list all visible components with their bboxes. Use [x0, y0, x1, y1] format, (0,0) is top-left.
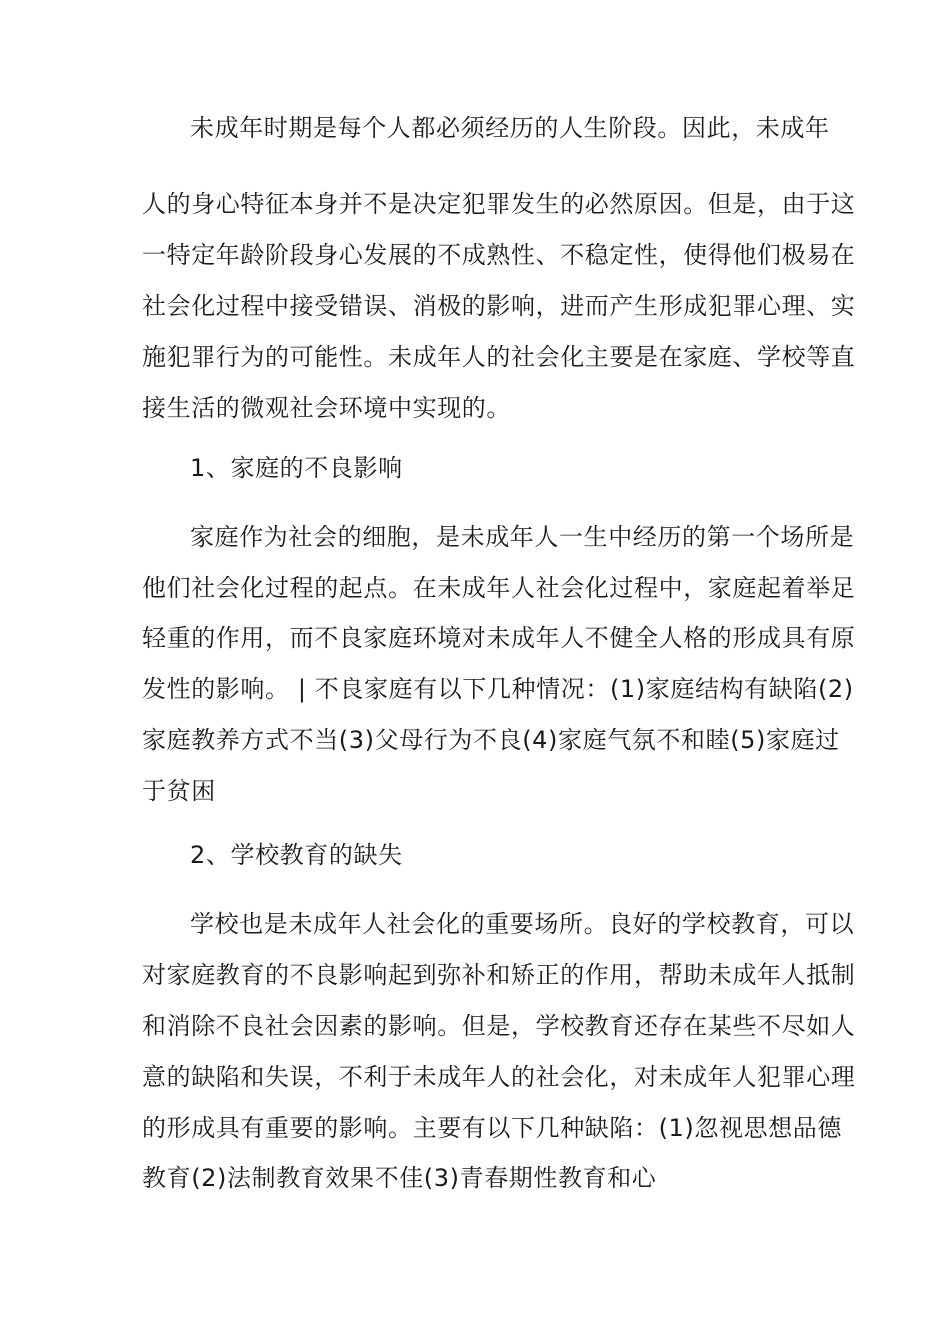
paragraph-line: 社会化过程中接受错误、消极的影响，进而产生形成犯罪心理、实: [142, 292, 856, 320]
paragraph-line: 家庭教养方式不当(3)父母行为不良(4)家庭气氛不和睦(5)家庭过: [142, 726, 840, 754]
paragraph-line: 对家庭教育的不良影响起到弥补和矫正的作用，帮助未成年人抵制: [142, 961, 856, 989]
paragraph-line: 于贫困: [142, 777, 216, 805]
paragraph-line: 的形成具有重要的影响。主要有以下几种缺陷：(1)忽视思想品德: [142, 1114, 842, 1142]
paragraph-line: 他们社会化过程的起点。在未成年人社会化过程中，家庭起着举足: [142, 574, 856, 602]
section-heading: 2、学校教育的缺失: [190, 841, 403, 869]
paragraph-line: 教育(2)法制教育效果不佳(3)青春期性教育和心: [142, 1164, 657, 1192]
paragraph-line: 意的缺陷和失误，不利于未成年人的社会化，对未成年人犯罪心理: [142, 1063, 856, 1091]
paragraph-line: 家庭作为社会的细胞，是未成年人一生中经历的第一个场所是: [190, 523, 855, 551]
paragraph-line: 学校也是未成年人社会化的重要场所。良好的学校教育，可以: [190, 910, 855, 938]
paragraph-line: 接生活的微观社会环境中实现的。: [142, 394, 511, 422]
paragraph-line: 发性的影响。 | 不良家庭有以下几种情况：(1)家庭结构有缺陷(2): [142, 675, 854, 703]
paragraph-line: 人的身心特征本身并不是决定犯罪发生的必然原因。但是，由于这: [142, 190, 856, 218]
section-heading: 1、家庭的不良影响: [190, 454, 403, 482]
paragraph-line: 和消除不良社会因素的影响。但是，学校教育还存在某些不尽如人: [142, 1012, 856, 1040]
paragraph-line: 施犯罪行为的可能性。未成年人的社会化主要是在家庭、学校等直: [142, 343, 856, 371]
paragraph-line: 轻重的作用，而不良家庭环境对未成年人不健全人格的形成具有原: [142, 624, 856, 652]
paragraph-line: 一特定年龄阶段身心发展的不成熟性、不稳定性，使得他们极易在: [142, 241, 856, 269]
paragraph-line: 未成年时期是每个人都必须经历的人生阶段。因此，未成年: [190, 114, 830, 142]
